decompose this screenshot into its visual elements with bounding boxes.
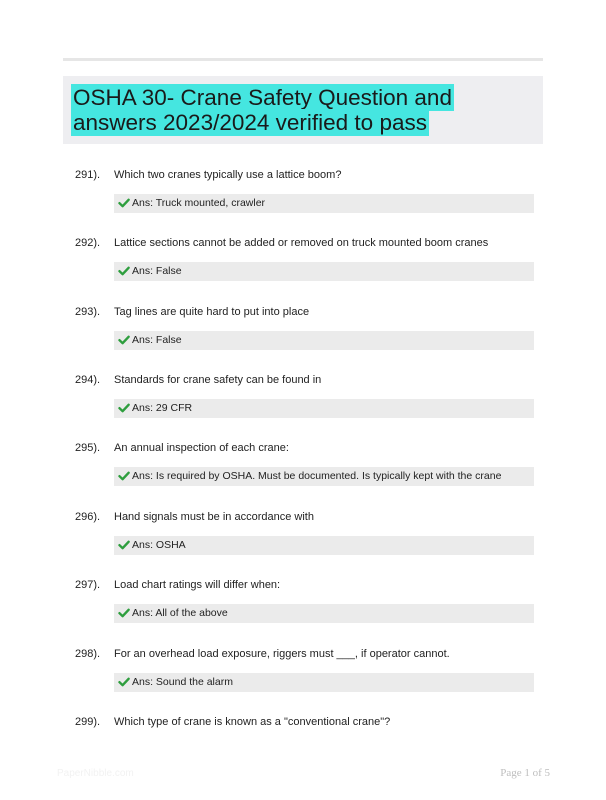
answer-text: Ans: False bbox=[132, 334, 182, 346]
answer-box bbox=[114, 604, 534, 623]
question-number: 294). bbox=[75, 374, 101, 386]
answer-text: Ans: Is required by OSHA. Must be documented. Is typically kept with the crane bbox=[132, 470, 502, 482]
question-text: Standards for crane safety can be found in bbox=[114, 374, 322, 386]
question-text: Which two cranes typically use a lattice boom? bbox=[114, 169, 342, 181]
answer-box bbox=[114, 536, 534, 555]
answer-text: Ans: Sound the alarm bbox=[132, 676, 233, 688]
check-icon bbox=[118, 402, 130, 414]
question-number: 295). bbox=[75, 442, 101, 454]
answer-text: Ans: Truck mounted, crawler bbox=[132, 197, 266, 209]
question-text: Hand signals must be in accordance with bbox=[114, 511, 314, 523]
check-icon bbox=[118, 539, 130, 551]
question-text: Lattice sections cannot be added or removed on truck mounted boom cranes bbox=[114, 237, 489, 249]
answer-text: Ans: All of the above bbox=[132, 607, 228, 619]
check-icon bbox=[118, 197, 130, 209]
question-number: 297). bbox=[75, 579, 101, 591]
check-icon bbox=[118, 334, 130, 346]
top-divider bbox=[63, 58, 543, 61]
question-text: An annual inspection of each crane: bbox=[114, 442, 289, 454]
question-number: 296). bbox=[75, 511, 101, 523]
answer-box bbox=[114, 331, 534, 350]
question-text: Load chart ratings will differ when: bbox=[114, 579, 281, 591]
question-number: 292). bbox=[75, 237, 101, 249]
page-number: Page 1 of 5 bbox=[500, 767, 550, 779]
answer-box bbox=[114, 467, 534, 486]
document-title: OSHA 30- Crane Safety Question and answers 2023/2024 verified to pass bbox=[73, 85, 452, 135]
question-text: Tag lines are quite hard to put into place bbox=[114, 306, 310, 318]
check-icon bbox=[118, 265, 130, 277]
answer-box bbox=[114, 399, 534, 418]
question-number: 293). bbox=[75, 306, 101, 318]
check-icon bbox=[118, 676, 130, 688]
answer-box bbox=[114, 194, 534, 213]
answer-box bbox=[114, 673, 534, 692]
answer-text: Ans: OSHA bbox=[132, 539, 186, 551]
answer-text: Ans: False bbox=[132, 265, 182, 277]
question-number: 298). bbox=[75, 648, 101, 660]
question-number: 299). bbox=[75, 716, 101, 728]
answer-box bbox=[114, 262, 534, 281]
question-number: 291). bbox=[75, 169, 101, 181]
question-text: For an overhead load exposure, riggers must ___, if operator cannot. bbox=[114, 648, 450, 660]
question-text: Which type of crane is known as a "conventional crane"? bbox=[114, 716, 391, 728]
check-icon bbox=[118, 607, 130, 619]
answer-text: Ans: 29 CFR bbox=[132, 402, 193, 414]
title-banner bbox=[63, 76, 543, 144]
footer-watermark: PaperNibble.com bbox=[57, 768, 134, 779]
check-icon bbox=[118, 470, 130, 482]
